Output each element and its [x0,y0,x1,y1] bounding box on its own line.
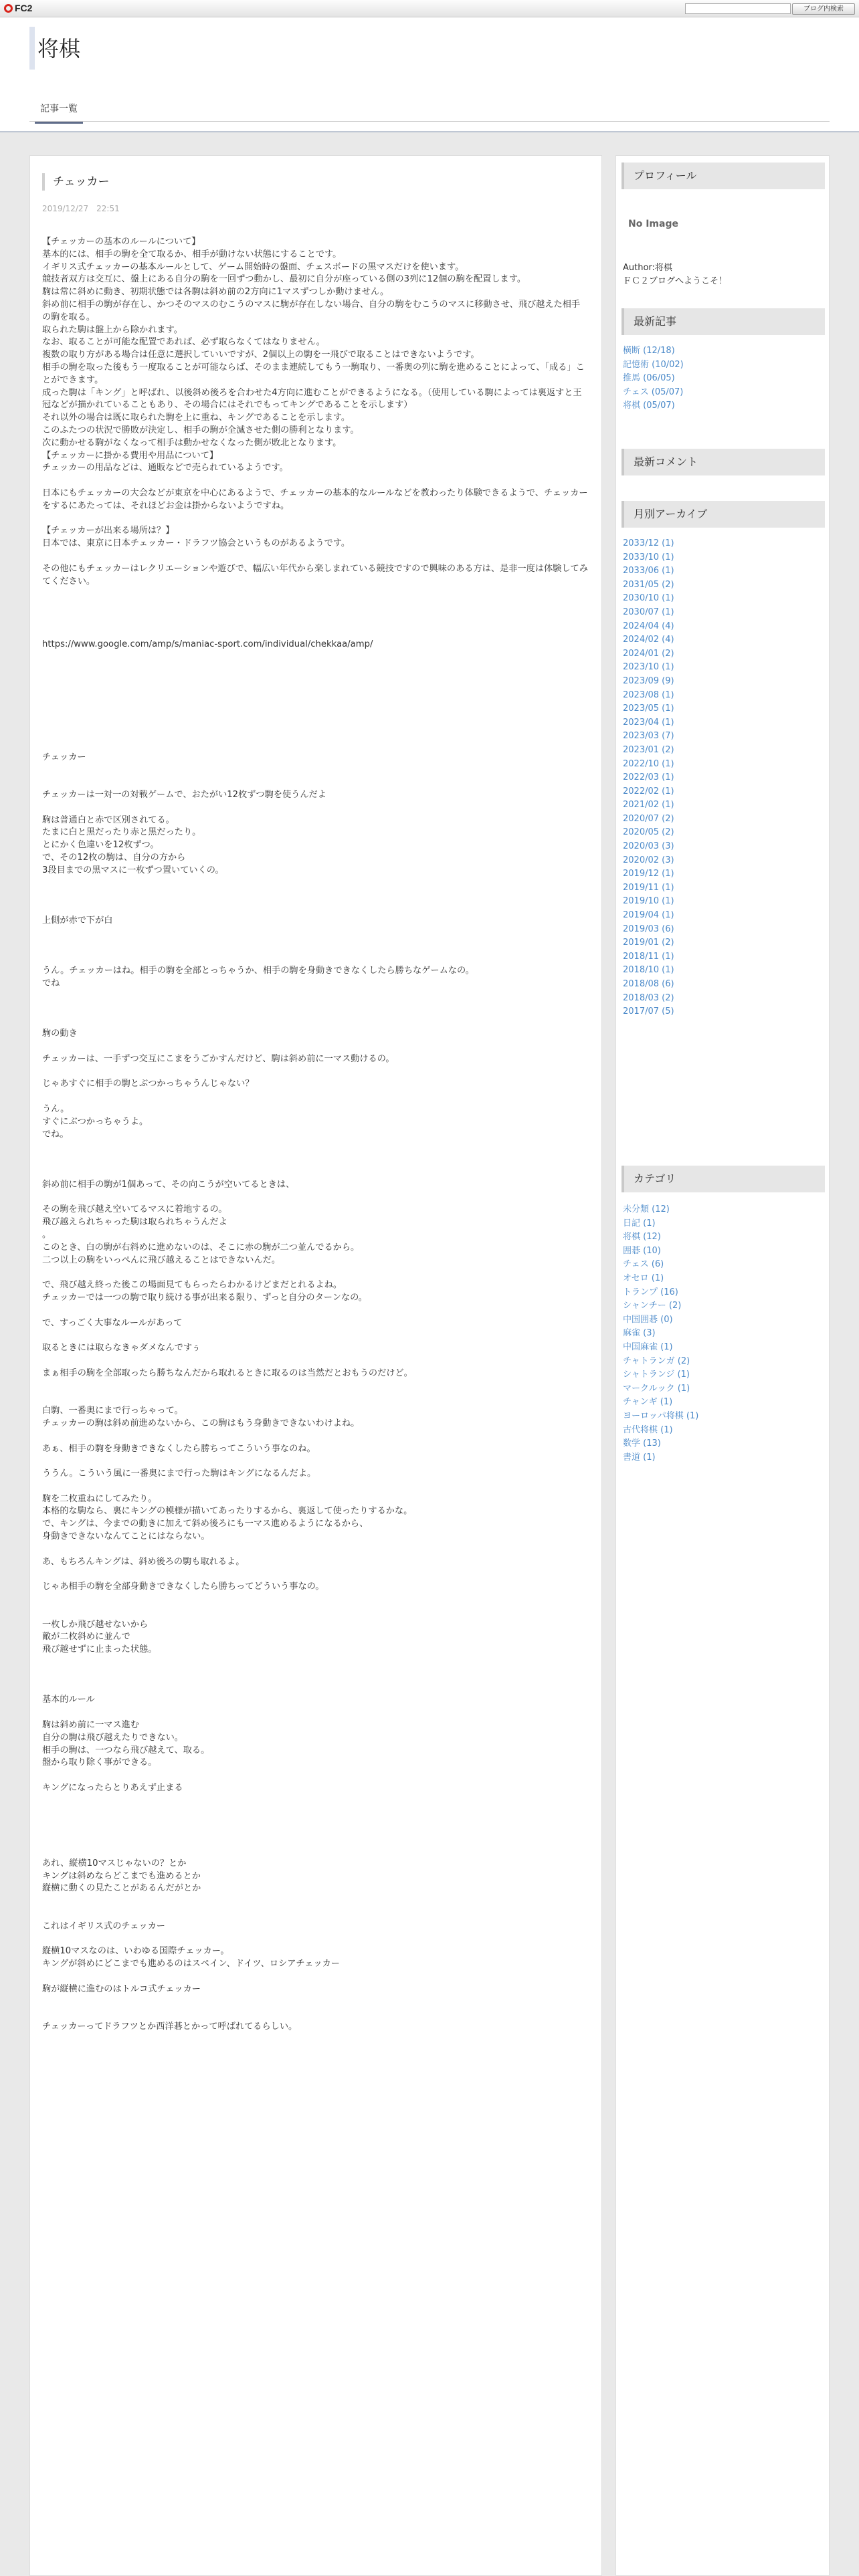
archives-link[interactable]: 2023/08 (1) [623,689,674,700]
categories-link[interactable]: 数学 (13) [623,1438,661,1449]
profile-no-image: No Image [628,219,678,229]
archives-link[interactable]: 2019/12 (1) [623,869,674,879]
archives-link[interactable]: 2020/03 (3) [623,841,674,852]
title-accent-bar [29,27,35,70]
archives-link[interactable]: 2019/11 (1) [623,882,674,893]
archives-link[interactable]: 2024/01 (2) [623,648,674,659]
recent-link[interactable]: 推馬 (06/05) [623,373,675,384]
nav-item-article-list[interactable]: 記事一覧 [35,102,83,124]
archives-link[interactable]: 2018/10 (1) [623,965,674,976]
categories-link[interactable]: チャンギ (1) [623,1397,673,1408]
categories-link[interactable]: 麻雀 (3) [623,1328,656,1339]
categories-link[interactable]: 中国囲碁 (0) [623,1314,673,1325]
categories-link[interactable]: 未分類 (12) [623,1204,670,1214]
recent-link[interactable]: 横断 (12/18) [623,346,675,356]
categories-link[interactable]: シャトランジ (1) [623,1370,690,1380]
archive-heading: 月別アーカイブ [622,501,825,528]
categories-link[interactable]: チャトランガ (2) [623,1356,690,1366]
entry-date: 2019/12/27 22:51 [42,204,120,213]
archives-link[interactable]: 2023/03 (7) [623,731,674,742]
category-list [623,1203,698,1465]
header-divider [0,131,859,132]
comments-heading: 最新コメント [622,449,825,475]
categories-link[interactable]: 将棋 (12) [623,1232,661,1243]
blog-search-button[interactable]: ブログ内検索 [792,3,855,15]
author-label: Author:将棋 [623,263,672,273]
fc2-logo-icon [4,4,13,13]
archives-link[interactable]: 2021/02 (1) [623,800,674,811]
archives-link[interactable]: 2023/01 (2) [623,744,674,755]
archives-link[interactable]: 2017/07 (5) [623,1006,674,1017]
categories-link[interactable]: オセロ (1) [623,1273,664,1283]
archives-link[interactable]: 2030/10 (1) [623,593,674,604]
archives-link[interactable]: 2030/07 (1) [623,607,674,617]
archives-link[interactable]: 2033/12 (1) [623,538,674,548]
archives-link[interactable]: 2024/04 (4) [623,621,674,631]
categories-link[interactable]: チェス (6) [623,1259,664,1270]
categories-link[interactable]: 囲碁 (10) [623,1245,661,1256]
sidebar [615,155,830,2576]
archives-link[interactable]: 2022/03 (1) [623,772,674,783]
archives-link[interactable]: 2033/06 (1) [623,566,674,576]
global-nav [29,92,830,122]
archives-link[interactable]: 2018/08 (6) [623,979,674,989]
archives-link[interactable]: 2020/05 (2) [623,827,674,838]
archives-link[interactable]: 2022/10 (1) [623,758,674,769]
archives-link[interactable]: 2033/10 (1) [623,552,674,562]
recent-link[interactable]: 記憶術 (10/02) [623,359,684,370]
author-text: ＦＣ２ブログへようこそ！ [623,276,728,286]
archives-link[interactable]: 2019/03 (6) [623,924,674,934]
recent-list [623,344,684,413]
archives-link[interactable]: 2018/11 (1) [623,951,674,962]
categories-link[interactable]: マークルック (1) [623,1383,690,1394]
profile-author [623,261,727,288]
archives-link[interactable]: 2023/05 (1) [623,704,674,714]
categories-link[interactable]: 書道 (1) [623,1452,656,1463]
recent-link[interactable]: チェス (05/07) [623,387,684,397]
categories-link[interactable]: シャンチー (2) [623,1301,682,1311]
archives-link[interactable]: 2019/04 (1) [623,910,674,921]
categories-link[interactable]: トランプ (16) [623,1287,678,1297]
fc2-logo[interactable]: FC2 [4,3,32,13]
categories-link[interactable]: 古代将棋 (1) [623,1424,673,1435]
entry-body: 【チェッカーの基本のルールについて】 基本的には、相手の駒を全て取るか、相手が動けない状態にすることです。 イギリス式チェッカーの基本ルールとして、ゲーム開始時の盤面、チェスボードの黒マスだけを使います。 競技者双方は交互に、盤上にある自分の駒を一回ずつ動かし、最初に自分が座っている側の3列に12個の駒を配置します。 駒は常に斜めに動き、初期状態では各駒は斜め前の2方向に1マスずつしか動けません。 斜め前に相手の駒が存在し、かつそのマスのむこうのマスに駒が存在しない場合、自分の駒をむこうのマスに移動させ、飛び越えた相手の駒を取る。 取られた駒は盤上から除かれます。 なお、取ることが可能な配置であれば、必ず取らなくてはなりません。 複数の取り方がある場合は任意に選択していいですが、2個以上の駒を一飛びで取ることはできないようです。 相手の駒を取った後もう一度取ることが可能ならば、そのまま連続してもう一駒取り、一番奥の列に駒を進めることによって、「成る」ことができます。 成った駒は「キング」と呼ばれ、以後斜め後ろを合わせた4方向に進むことができるようになる。（使用している駒によっては裏返すと王冠などが描かれていることもあり、その場合にはそれでもってキングであることを示します） それ以外の場合は既に取られた駒を上に重ね、キングであることを示します。 このふたつの状況で勝敗が決定し、相手の駒が全滅させた側の勝利となります。 次に動かせる駒がなくなって相手は動かせなくなった側が敗北となります。 【チェッカーに掛かる費用や用品について】 チェッカーの用品などは、通販などで売られているようです。 日本にもチェッカーの大会などが東京を中心にあるようで、チェッカーの基本的なルールなどを教わったり体験できるようで、チェッカーをするにあたっては、それほどお金は掛からないようですね。 【チェッカーが出来る場所は？】 日本では、東京に日本チェッカー・ドラフツ協会というものがあるようです。 その他にもチェッカーはレクリエーションや遊びで、幅広い年代から楽しまれている競技ですので興味のある方は、是非一度は体験してみてください。 https://www.google.com/amp/s/maniac-sport.com/individual/chekkaa/amp/ チェッカー チェッカーは一対一の対戦ゲームで、おたがい12枚ずつ駒を使うんだよ 駒は普通白と赤で区別されてる。 たまに白と黒だったり赤と黒だったり。 とにかく色違いを12枚ずつ。 で、その12枚の駒は、自分の方から 3段目までの黒マスに一枚ずつ置いていくの。 上側が赤で下が白 うん。チェッカーはね。相手の駒を全部とっちゃうか、相手の駒を身動きできなくしたら勝ちなゲームなの。 でね 駒の動き チェッカーは、一手ずつ交互にこまをうごかすんだけど、駒は斜め前に一マス動けるの。 じゃあすぐに相手の駒とぶつかっちゃうんじゃない？ うん。 すぐにぶつかっちゃうよ。 でね。 斜め前に相手の駒が1個あって、その向こうが空いてるときは、 その駒を飛び越え空いてるマスに着地するの。 飛び越えられちゃった駒は取られちゃうんだよ 。 このとき、白の駒が右斜めに進めないのは、そこに赤の駒が二つ並んでるから。 二つ以上の駒をいっぺんに飛び越えることはできないんだ。 で、飛び越え終った後この場面見てもらったらわかるけどまだとれるよね。 チェッカーでは一つの駒で取り続ける事が出来る限り、ずっと自分のターンなの。 で、すっごく大事なルールがあって 取るときには取らなきゃダメなんですぅ まぁ相手の駒を全部取ったら勝ちなんだから取れるときに取るのは当然だとおもうのだけど。 白駒、一番奥にまで行っちゃって。 チェッカーの駒は斜め前進めないから、この駒はもう身動きできないわけよね。 あぁ、相手の駒を身動きできなくしたら勝ちってこういう事なのね。 ううん。こういう風に一番奥にまで行った駒はキングになるんだよ。 駒を二枚重ねにしてみたり。 本格的な駒なら、裏にキングの模様が描いてあったりするから、裏返して使ったりするかな。 で、キングは、今までの動きに加えて斜め後ろにも一マス進めるようになるから、 身動きできないなんてことにはならない。 あ、もちろんキングは、斜め後ろの駒も取れるよ。 じゃあ相手の駒を全部身動きできなくしたら勝ちってどういう事なの。 一枚しか飛び越せないから 敵が二枚斜めに並んで 飛び越せずに止まった状態。 基本的ルール 駒は斜め前に一マス進む 自分の駒は飛び越えたりできない。 相手の駒は、一つなら飛び越えて、取る。 盤から取り除く事ができる。 キングになったらとりあえず止まる あれ、縦横10マスじゃないの？とか キングは斜めならどこまでも進めるとか 縦横に動くの見たことがあるんだがとか これはイギリス式のチェッカー 縦横10マスなのは、いわゆる国際チェッカー。 キングが斜めにどこまでも進めるのはスペイン、ドイツ、ロシアチェッカー 駒が縦横に進むのはトルコ式チェッカー チェッカーってドラフツとか西洋碁とかって呼ばれてるらしい。 [42,237,588,2032]
entry-title[interactable]: チェッカー [42,173,110,191]
categories-link[interactable]: 日記 (1) [623,1218,656,1228]
categories-link[interactable]: ヨーロッパ将棋 (1) [623,1410,699,1421]
archives-link[interactable]: 2019/01 (2) [623,938,674,948]
archive-list [623,537,674,1019]
categories-link[interactable]: 中国麻雀 (1) [623,1341,673,1352]
archives-link[interactable]: 2020/07 (2) [623,813,674,824]
archives-link[interactable]: 2031/05 (2) [623,579,674,590]
blog-search-input[interactable] [685,3,791,14]
archives-link[interactable]: 2023/04 (1) [623,717,674,728]
recent-heading: 最新記事 [622,308,825,335]
category-heading: カテゴリ [622,1166,825,1192]
recent-link[interactable]: 将棋 (05/07) [623,401,675,411]
blog-title[interactable]: 将棋 [37,36,81,62]
archives-link[interactable]: 2024/02 (4) [623,635,674,645]
archives-link[interactable]: 2018/03 (2) [623,992,674,1003]
archives-link[interactable]: 2023/10 (1) [623,662,674,673]
archives-link[interactable]: 2022/02 (1) [623,786,674,796]
fc2-toolbar [0,0,859,17]
main-column [29,155,602,2576]
archives-link[interactable]: 2023/09 (9) [623,675,674,686]
profile-heading: プロフィール [622,163,825,189]
archives-link[interactable]: 2019/10 (1) [623,896,674,907]
archives-link[interactable]: 2020/02 (3) [623,855,674,865]
